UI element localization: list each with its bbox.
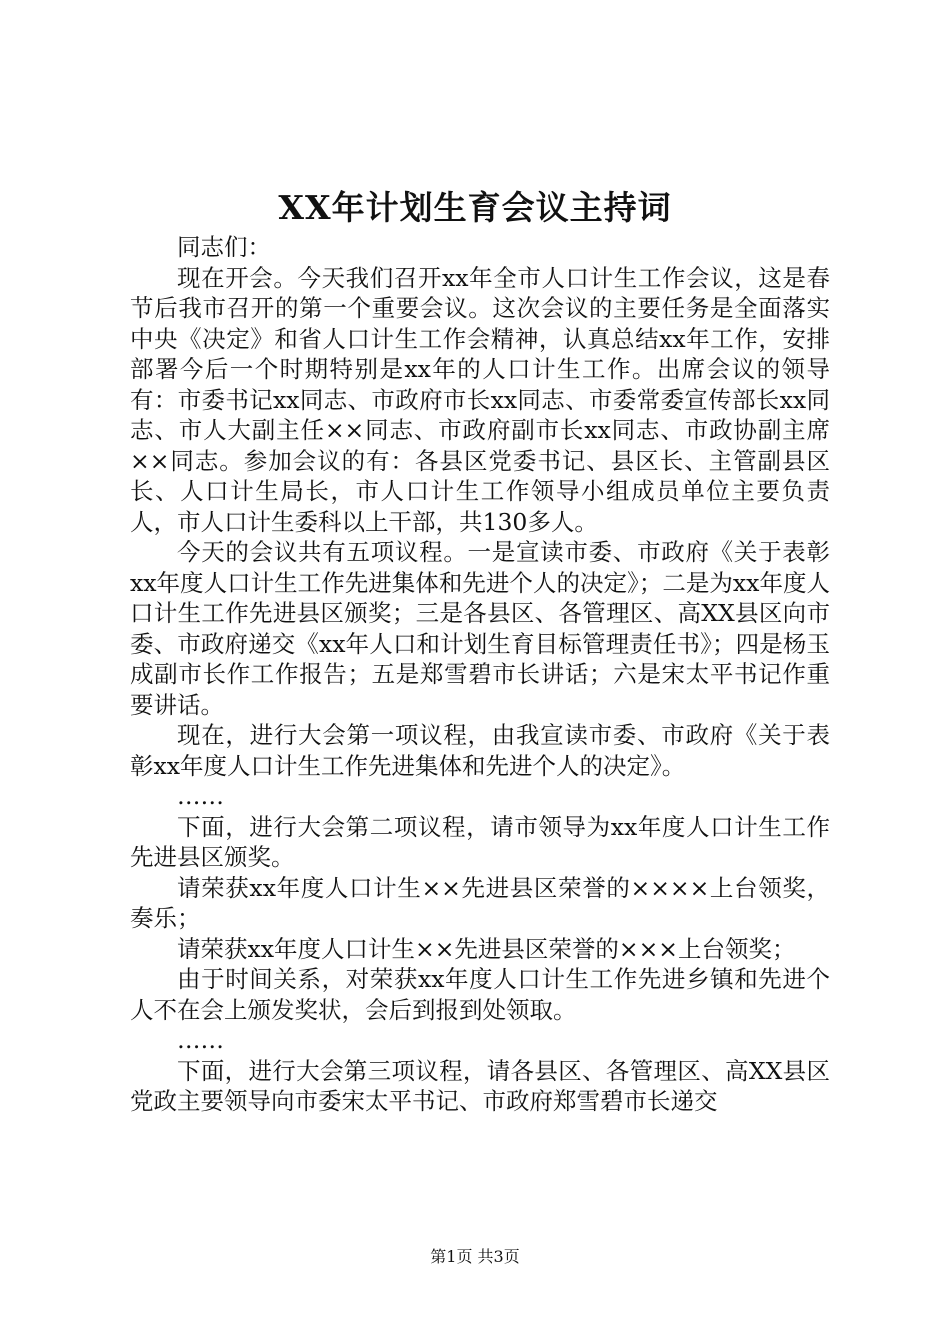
ellipsis-1: …… bbox=[177, 782, 224, 810]
paragraph-third-item: 下面，进行大会第三项议程，请各县区、各管理区、高XX县区党政主要领导向市委宋太平书记、市政府郑雪碧市长递交 bbox=[130, 1056, 830, 1115]
page-number-footer: 第1页 共3页 bbox=[430, 1247, 520, 1266]
paragraph-award-1: 请荣获xx年度人口计生××先进县区荣誉的××××上台领奖，奏乐； bbox=[130, 873, 830, 932]
document-body bbox=[130, 232, 830, 1117]
paragraph-award-note: 由于时间关系，对荣获xx年度人口计生工作先进乡镇和先进个人不在会上颁发奖状，会后到报到处领取。 bbox=[130, 965, 830, 1024]
paragraph-second-item: 下面，进行大会第二项议程，请市领导为xx年度人口计生工作先进县区颁奖。 bbox=[130, 812, 830, 871]
paragraph-award-2: 请荣获xx年度人口计生××先进县区荣誉的×××上台领奖； bbox=[177, 934, 796, 963]
document-title: XX年计划生育会议主持词 bbox=[278, 188, 672, 227]
paragraph-opening: 现在开会。今天我们召开xx年全市人口计生工作会议，这是春节后我市召开的第一个重要会议。这次会议的主要任务是全面落实中央《决定》和省人口计生工作会精神，认真总结xx年工作，安排部署今后一个时期特别是xx年的人口计生工作。出席会议的领导有：市委书记xx同志、市政府市长xx同志、市委常委宣传部长xx同志、市人大副主任××同志、市政府副市长xx同志、市政协副主席××同志。参加会议的有：各县区党委书记、县区长、主管副县区长、人口计生局长，市人口计生工作领导小组成员单位主要负责人，市人口计生委科以上干部，共130多人。 bbox=[130, 263, 830, 536]
ellipsis-2: …… bbox=[177, 1026, 224, 1054]
paragraph-agenda: 今天的会议共有五项议程。一是宣读市委、市政府《关于表彰xx年度人口计生工作先进集体和先进个人的决定》；二是为xx年度人口计生工作先进县区颁奖；三是各县区、各管理区、高XX县区向市委、市政府递交《xx年人口和计划生育目标管理责任书》；四是杨玉成副市长作工作报告；五是郑雪碧市长讲话；六是宋太平书记作重要讲话。 bbox=[130, 538, 830, 719]
paragraph-first-item: 现在，进行大会第一项议程，由我宣读市委、市政府《关于表彰xx年度人口计生工作先进集体和先进个人的决定》。 bbox=[130, 721, 830, 780]
salutation: 同志们： bbox=[177, 233, 271, 261]
